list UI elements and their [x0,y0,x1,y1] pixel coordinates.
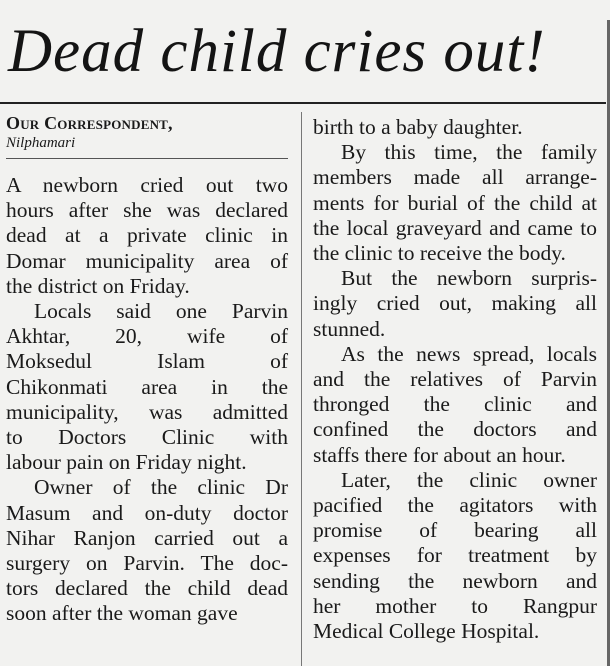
article-line: ingly cried out, making all [313,291,597,316]
article-line: tors declared the child dead [6,576,288,601]
dateline: Nilphamari [6,134,288,159]
article-line: pacified the agitators with [313,493,597,518]
article-paragraph [6,173,288,299]
article-line: birth to a baby daughter. [313,115,523,139]
article-line: Moksedul Islam of [6,349,288,374]
article-paragraph [313,115,597,140]
article-line: members made all arrange- [313,165,597,190]
column-divider [301,112,302,666]
article-paragraph [313,342,597,468]
article-line: surgery on Parvin. The doc- [6,551,288,576]
article-line: But the newborn surpris- [341,266,597,291]
article-paragraph [313,140,597,266]
article-line: Akhtar, 20, wife of [6,324,288,349]
article-paragraph [6,475,288,626]
article-line: her mother to Rangpur [313,593,597,618]
article-paragraph [6,299,288,475]
article-line: labour pain on Friday night. [6,450,247,475]
article-line: Domar municipality area of [6,248,288,273]
article-line: the district on Friday. [6,273,190,298]
article-line: A newborn cried out two [6,173,288,197]
article-line: soon after the woman gave [6,601,238,626]
article-line: the clinic to receive the body. [313,241,566,266]
article-line: municipality, was admitted [6,399,288,424]
article-line: Masum and on-duty doctor [6,500,288,525]
article-line: sending the newborn and [313,568,597,593]
byline: Our Correspondent, [6,113,173,133]
article-paragraph [313,468,597,644]
article-line: thronged the clinic and [313,392,597,417]
article-line: Medical College Hospital. [313,619,540,644]
headline: Dead child cries out! [8,18,546,85]
left-column-body [6,173,288,627]
article-line: hours after she was declared [6,198,288,223]
article-line: stunned. [313,316,386,341]
article-line: staffs there for about an hour. [313,442,566,467]
article-line: ments for burial of the child at [313,190,597,215]
right-column [313,115,597,644]
article-line: confined the doctors and [313,417,597,442]
article-line: expenses for treatment by [313,543,597,568]
article-line: Locals said one Parvin [34,299,288,324]
headline-rule [0,102,606,104]
article-line: As the news spread, locals [341,341,597,366]
article-line: dead at a private clinic in [6,223,288,248]
article-line: and the relatives of Parvin [313,367,597,392]
article-line: promise of bearing all [313,518,597,543]
left-column [6,112,288,627]
article-line: Owner of the clinic Dr [34,475,288,500]
article-line: to Doctors Clinic with [6,425,288,450]
article-paragraph [313,266,597,342]
right-column-body [313,115,597,644]
article-line: Later, the clinic owner [341,467,597,492]
article-line: Nihar Ranjon carried out a [6,525,288,550]
article-line: the local graveyard and came to [313,215,597,240]
article-line: By this time, the family [341,140,597,165]
article-line: Chikonmati area in the [6,374,288,399]
